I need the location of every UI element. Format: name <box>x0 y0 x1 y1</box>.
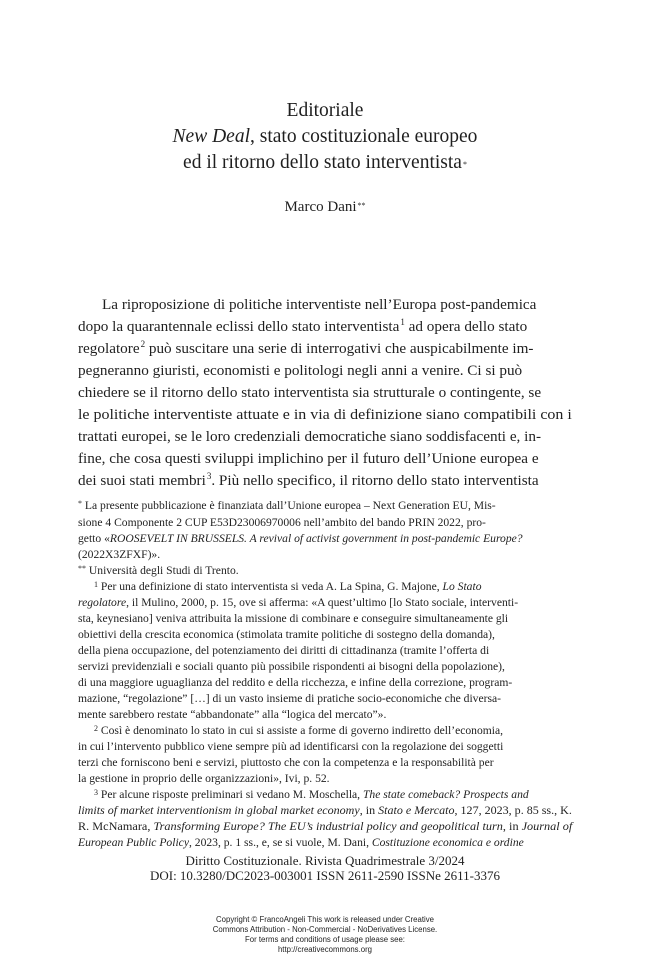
footnote-line <box>78 708 572 721</box>
footnote-text: Università degli Studi di Trento. <box>86 564 239 577</box>
footnote-italic: Costituzione economica e ordine <box>371 836 524 849</box>
footnote-italic: ROOSEVELT IN BRUSSELS. A revival of activist government in post-pandemic Europe? <box>109 532 523 545</box>
footnote-line <box>78 804 572 817</box>
footnote-italic: Stato e Mercato <box>378 804 455 817</box>
footnote-text: terzi che forniscono beni e servizi, piuttosto che con la competenza e la responsabilità per <box>78 756 494 769</box>
footnote-text: sione 4 Componente 2 CUP E53D23006970006 nell’ambito del bando PRIN 2022, pro- <box>78 516 486 529</box>
footnote-line <box>78 772 572 785</box>
footnote-text: di una maggiore uguaglianza del reddito e della ricchezza, e infine della correzione, program- <box>78 676 513 689</box>
footnote-line <box>78 596 572 609</box>
body-text: dei suoi stati membri <box>78 472 206 489</box>
footnote-text: (2022X3ZFXF)». <box>78 548 161 561</box>
body-text: regolatore <box>78 340 140 357</box>
footnote-mark: 3 <box>94 788 98 797</box>
body-text: ad opera dello stato <box>404 318 528 335</box>
footnote-italic: regolatore <box>78 596 127 609</box>
license-link[interactable]: http://creativecommons.org <box>277 945 373 954</box>
footnote-text: , 2023, p. 1 ss., e, se si vuole, M. Dani, <box>188 836 372 849</box>
footnote-line <box>78 676 572 689</box>
body-line <box>78 384 572 402</box>
footnote-text: getto « <box>78 532 110 545</box>
footnote-text: , in <box>359 804 379 817</box>
footnote-line <box>78 724 572 737</box>
footnote-text: servizi previdenziali e sociali quanto più possibile rispondenti ai bisogni della popolazione), <box>78 660 505 673</box>
title-line3-text: ed il ritorno dello stato interventista <box>183 152 462 173</box>
title-italic: New Deal <box>172 126 250 147</box>
footnote-line <box>78 756 572 769</box>
footnote-line <box>78 644 572 657</box>
footnote-italic: European Public Policy <box>78 836 189 849</box>
body-line <box>78 428 572 446</box>
body-text: fine, che cosa questi sviluppi implichino per il futuro dell’Unione europea e <box>78 450 539 467</box>
section-label: Editoriale <box>286 100 364 121</box>
footnote-italic: The state comeback? Prospects and <box>362 788 529 801</box>
footnote-text: della piena occupazione, del potenziamento dei diritti di cittadinanza (tramite l’offerta di <box>78 644 490 657</box>
footnote-line <box>78 820 572 833</box>
footnote-text: , 127, 2023, p. 85 ss., K. <box>454 804 572 817</box>
footnote-line <box>78 692 572 705</box>
license-line: For terms and conditions of usage please see: <box>245 935 405 944</box>
footnote-italic: Journal of <box>521 820 573 833</box>
body-text: . Più nello specifico, il ritorno dello stato interventista <box>211 472 539 489</box>
footnote-ref[interactable]: 1 <box>400 317 405 327</box>
body-text: trattati europei, se le loro credenziali democratiche siano soddisfacenti e, in- <box>78 428 542 445</box>
footnote-line <box>78 740 572 753</box>
footnote-line <box>78 788 572 801</box>
body-text: chiedere se il ritorno dello stato interventista sia strutturale o contingente, se <box>78 384 542 401</box>
body-text: pegneranno giuristi, economisti e politologi negli anni a venire. Ci si può <box>78 362 523 379</box>
body-line <box>78 450 572 468</box>
footnote-text: Per alcune risposte preliminari si vedano M. Moschella, <box>98 788 363 801</box>
body-text: le politiche interventiste attuate e in via di definizione siano compatibili con i <box>78 406 572 423</box>
body-line <box>78 362 572 380</box>
footnote-italic: Lo Stato <box>442 580 482 593</box>
footnote-text: sta, keynesiano] veniva attribuita la missione di combinare e conseguire simultaneamente gli <box>78 612 509 625</box>
title-rest: , stato costituzionale europeo <box>250 126 478 147</box>
footnote-ref[interactable]: 3 <box>206 471 212 481</box>
title-footnote-mark: * <box>462 160 467 169</box>
footnote-text: Così è denominato lo stato in cui si assiste a forme di governo indiretto dell’economia, <box>98 724 504 737</box>
footnote-line <box>78 532 572 545</box>
footnote-text: in cui l’intervento pubblico viene sempre più ad identificarsi con la regolazione dei soggetti <box>78 740 504 753</box>
footnote-text: mazione, “regolazione” […] di un vasto insieme di pratiche socio-economiche che diversa- <box>78 692 502 705</box>
footnote-mark: 1 <box>94 580 98 589</box>
article-title-line-2 <box>0 150 650 176</box>
footnote-line <box>78 660 572 673</box>
body-text: La riproposizione di politiche interventiste nell’Europa post-pandemica <box>102 296 537 313</box>
footnote-line <box>78 580 572 593</box>
body-text: dopo la quarantennale eclissi dello stato interventista <box>78 318 400 335</box>
footnote-text: , in <box>502 820 522 833</box>
journal-name: Diritto Costituzionale. Rivista Quadrimestrale 3/2024 <box>185 853 465 868</box>
footnote-line <box>78 548 572 561</box>
footnote-text: la gestione in proprio delle organizzazioni», Ivi, p. 52. <box>78 772 330 785</box>
footnote-text: La presente pubblicazione è finanziata dall’Unione europea – Next Generation EU, Mis- <box>82 499 496 512</box>
article-title-line-1 <box>0 124 650 150</box>
footnote-line <box>78 564 572 577</box>
footnote-italic: limits of market interventionism in global market economy <box>78 804 360 817</box>
footnote-italic: Transforming Europe? The EU’s industrial policy and geopolitical turn <box>153 820 503 833</box>
footnote-mark: ** <box>78 564 86 573</box>
footnote-text: , il Mulino, 2000, p. 15, ove si afferma: «A quest’ultimo [lo Stato sociale, interventi- <box>126 596 519 609</box>
footnote-text: mente sarebbero restate “abbandonate” alla “logica del mercato”». <box>78 708 387 721</box>
footnote-text: R. McNamara, <box>78 820 154 833</box>
body-line <box>78 472 572 490</box>
footnote-line <box>78 612 572 625</box>
doi-issn-line: DOI: 10.3280/DC2023-003001 ISSN 2611-2590 ISSNe 2611-3376 <box>149 868 501 883</box>
footnote-mark: * <box>78 499 82 508</box>
footnote-line <box>78 516 572 529</box>
body-text: può suscitare una serie di interrogativi che auspicabilmente im- <box>145 340 534 357</box>
author-text: Marco Dani <box>284 199 357 215</box>
license-line: Copyright © FrancoAngeli This work is released under Creative <box>216 915 434 924</box>
footnote-line <box>78 836 572 849</box>
author-name <box>0 199 650 216</box>
footnote-mark: 2 <box>94 724 98 733</box>
footnote-line <box>78 628 572 641</box>
body-line <box>78 296 572 314</box>
body-line <box>78 406 572 424</box>
footnote-ref[interactable]: 2 <box>140 339 146 349</box>
footnote-text: Per una definizione di stato interventista si veda A. La Spina, G. Majone, <box>98 580 443 593</box>
footnote-line <box>78 499 572 512</box>
license-line: Commons Attribution - Non-Commercial - NoDerivatives License. <box>212 925 438 934</box>
footnote-text: obiettivi della crescita economica (stimolata tramite politiche di sostegno della domanda), <box>78 628 495 641</box>
body-line <box>78 340 572 358</box>
body-line <box>78 318 572 336</box>
author-footnote-mark: ** <box>357 201 366 210</box>
